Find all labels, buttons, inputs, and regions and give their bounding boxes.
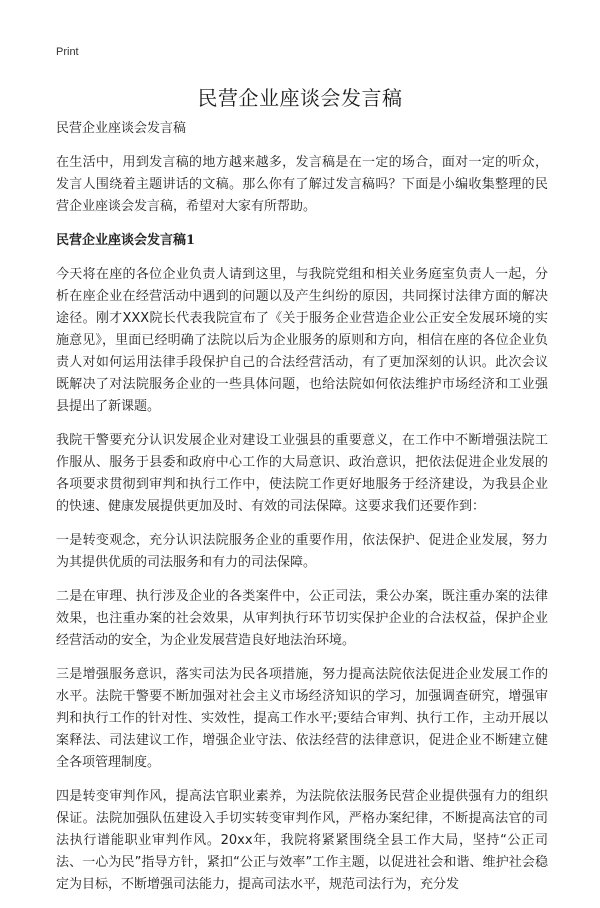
body-paragraph: 四是转变审判作风，提高法官职业素养，为法院依法服务民营企业提供强有力的组织保证。法院加强队伍建设入手切实转变审判作风，严格办案纪律，不断提高法官的司法执行谱能职业审判作风。20xx年，我院将紧紧围绕全县工作大局，坚持“公正司法、一心为民”指导方针，紧扣“公正与效率”工作主题，以促进社会和谐、维护社会稳定为目标，不断增强司法能力，提高司法水平，规范司法行为，充分发 (56, 789, 548, 892)
body-paragraph: 三是增强服务意识，落实司法为民各项措施，努力提高法院依法促进企业发展工作的水平。法院干警要不断加强对社会主义市场经济知识的学习，加强调查研究，增强审判和执行工作的针对性、实效性，提高工作水平;要结合审判、执行工作，主动开展以案释法、司法建议工作，增强企业守法、依法经营的法律意识，促进企业不断建立健全各项管理制度。 (56, 667, 548, 770)
section-heading: 民营企业座谈会发言稿1 (56, 233, 196, 248)
document-subtitle: 民营企业座谈会发言稿 (56, 121, 187, 136)
page-title: 民营企业座谈会发言稿 (197, 86, 403, 110)
body-paragraph: 一是转变观念，充分认识法院服务企业的重要作用，依法保护、促进企业发展，努力为其提供优质的司法服务和有力的司法保障。 (56, 533, 548, 570)
print-link[interactable]: Print (56, 46, 79, 58)
document-body (56, 118, 548, 908)
body-paragraph: 二是在审理、执行涉及企业的各类案件中，公正司法，秉公办案，既注重办案的法律效果，也注重办案的社会效果，从审判执行环节切实保护企业的合法权益，保护企业经营活动的安全，为企业发展营造良好地法治环境。 (56, 589, 548, 648)
intro-paragraph: 在生活中，用到发言稿的地方越来越多，发言稿是在一定的场合，面对一定的听众，发言人围绕着主题讲话的文稿。那么你有了解过发言稿吗？下面是小编收集整理的民营企业座谈会发言稿，希望对大家有所帮助。 (56, 155, 548, 214)
body-paragraph: 我院干警要充分认识发展企业对建设工业强县的重要意义，在工作中不断增强法院工作服从、服务于县委和政府中心工作的大局意识、政治意识，把依法促进企业发展的各项要求贯彻到审判和执行工作中，使法院工作更好地服务于经济建设，为我县企业的快速、健康发展提供更加及时、有效的司法保障。这要求我们还要作到： (56, 433, 548, 514)
body-paragraph: 今天将在座的各位企业负责人请到这里，与我院党组和相关业务庭室负责人一起，分析在座企业在经营活动中遇到的问题以及产生纠纷的原因，共同探讨法律方面的解决途径。刚才XXX院长代表我院宣布了《关于服务企业营造企业公正安全发展环境的实施意见》，里面已经明确了法院以后为企业服务的原则和方向，相信在座的各位企业负责人对如何运用法律手段保护自己的合法经营活动，有了更加深刻的认识。此次会议既解决了对法院服务企业的一些具体问题，也给法院如何依法维护市场经济和工业强县提出了新课题。 (56, 267, 548, 414)
